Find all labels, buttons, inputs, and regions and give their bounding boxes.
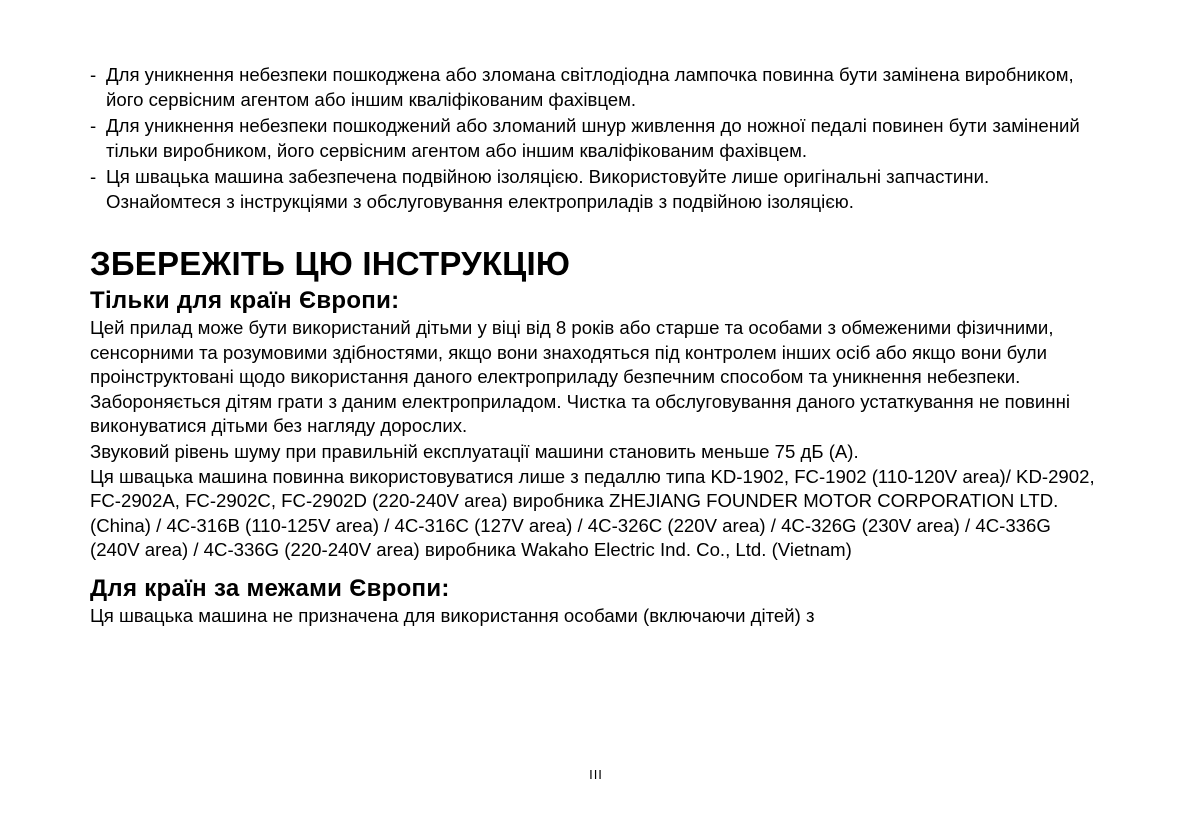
- page-number: III: [589, 767, 603, 782]
- bullet-text: Для уникнення небезпеки пошкоджений або зломаний шнур живлення до ножної педалі повинен бути замінений тільки виробником, його сервісним агентом або іншим кваліфікованим фахівцем.: [106, 115, 1080, 161]
- bullet-text: Ця швацька машина забезпечена подвійною ізоляцією. Використовуйте лише оригінальні запчастини. Ознайомтеся з інструкціями з обслуговування електроприладів з подвійною ізоляцією.: [106, 166, 990, 212]
- bullet-led-lamp: [90, 62, 1100, 112]
- bullet-marker: -: [90, 64, 97, 85]
- document-page: [90, 62, 1100, 629]
- europe-paragraph-noise: Звуковий рівень шуму при правильній експлуатації машини становить меньше 75 дБ (A).: [90, 440, 859, 462]
- bullet-marker: -: [90, 115, 97, 136]
- main-heading: ЗБЕРЕЖІТЬ ЦЮ ІНСТРУКЦІЮ: [90, 245, 571, 282]
- bullet-marker: -: [90, 166, 97, 187]
- bullet-text: Для уникнення небезпеки пошкоджена або зломана світлодіодна лампочка повинна бути замінена виробником, його сервісним агентом або іншим кваліфікованим фахівцем.: [106, 64, 1074, 110]
- bullet-power-cord: [90, 113, 1100, 163]
- outside-europe-heading: Для країн за межами Європи:: [90, 574, 450, 602]
- outside-europe-paragraph: Ця швацька машина не призначена для використання особами (включаючи дітей) з: [90, 604, 815, 626]
- safety-bullet-list: [90, 62, 1100, 214]
- europe-heading: Тільки для країн Європи:: [90, 287, 400, 314]
- bullet-double-insulation: [90, 164, 1100, 214]
- europe-paragraph-pedal: Ця швацька машина повинна використовуватися лише з педаллю типа KD-1902, FC-1902 (110-120V area)/ KD-2902, FC-2902A, FC-2902C, FC-2902D (220-240V area) виробника ZHEJIANG FOUNDER MOTOR CORPORATION LTD. (China) / 4C-316B (110-125V area) / 4C-316C (127V area) / 4C-326C (220V area) / 4C-326G (230V area) / 4C-336G (240V area) / 4C-336G (220-240V area) виробника Wakaho Electric Ind. Co., Ltd. (Vietnam): [90, 465, 1095, 561]
- europe-paragraph-children: Цей прилад може бути використаний дітьми у віці від 8 років або старше та особами з обмеженими фізичними, сенсорними та розумовими здібностями, якщо вони знаходяться під контролем інших осіб або якщо вони були проінструктовані щодо використання даного електроприладу безпечним способом та уникнення небезпеки. Забороняється дітям грати з даним електроприладом. Чистка та обслуговування даного устаткування не повинні виконуватися дітьми без нагляду дорослих.: [90, 317, 1070, 437]
